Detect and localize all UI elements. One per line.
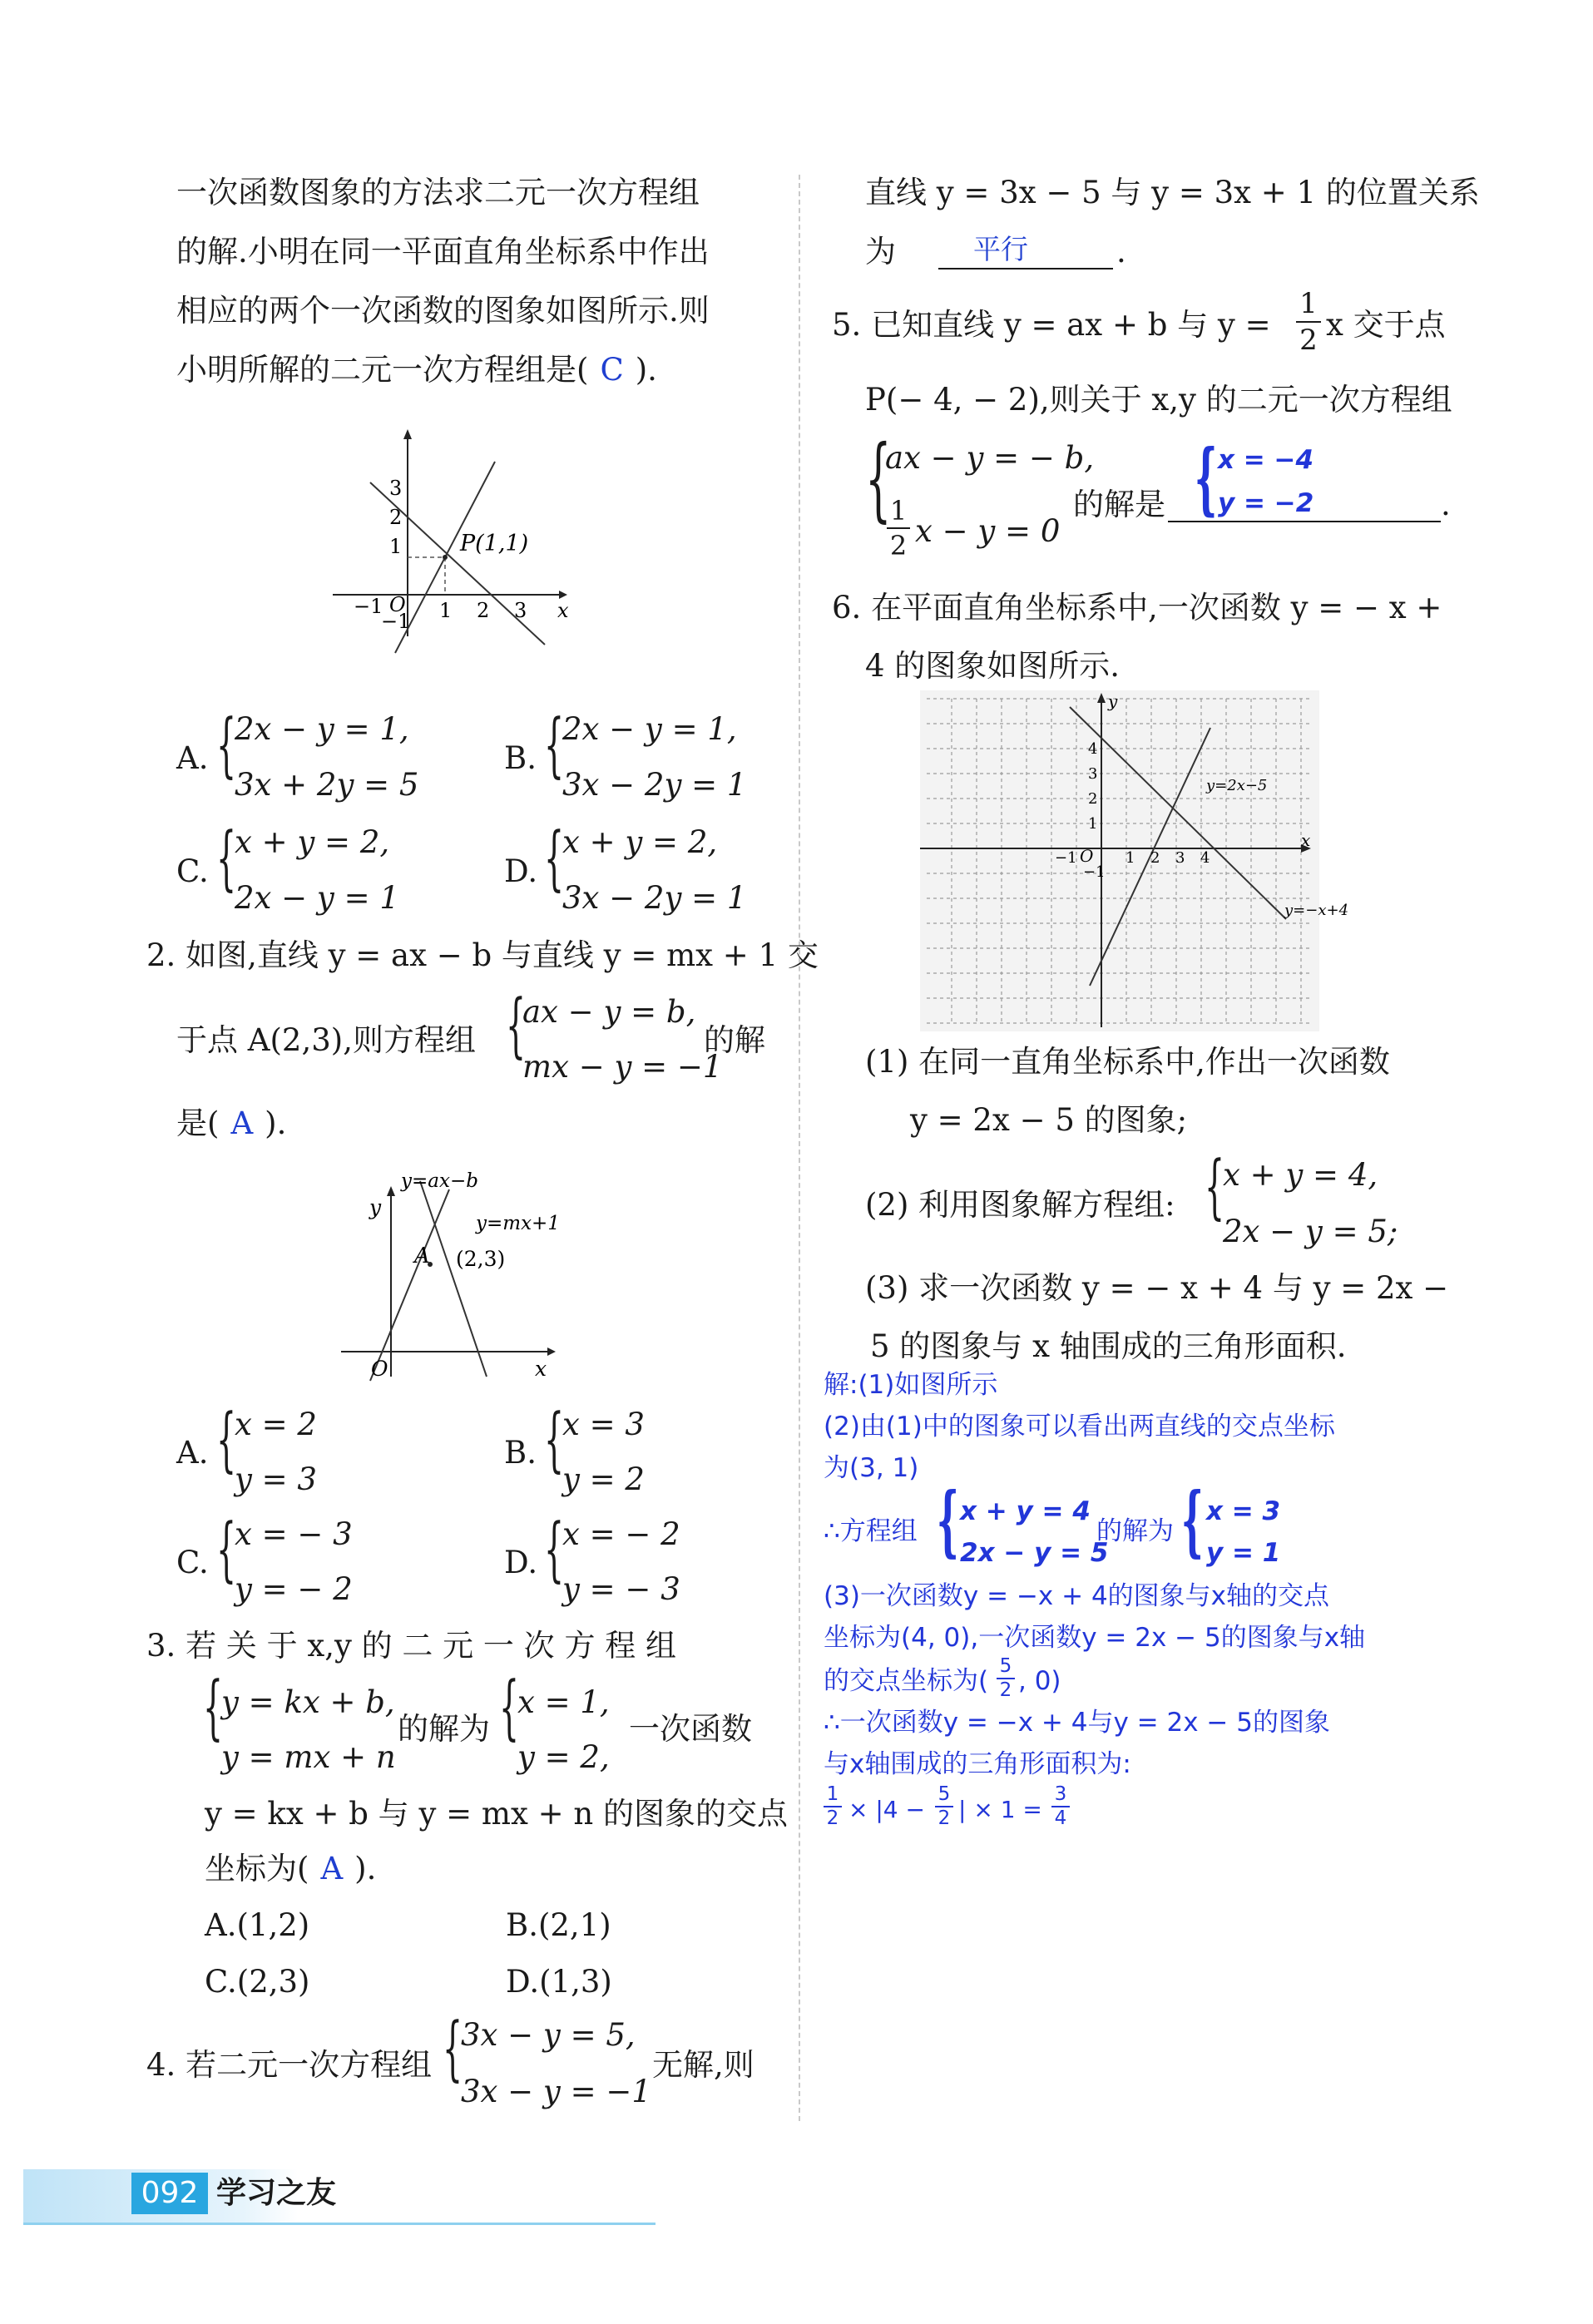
- q1-option-a-row1: 2x − y = 1,: [235, 711, 409, 747]
- solution-line2: (2)由(1)中的图象可以看出两直线的交点坐标: [824, 1412, 1335, 1441]
- q6-tick: 3: [1088, 765, 1098, 783]
- q6-graph: [920, 690, 1349, 1031]
- q1-tick: −1: [381, 610, 411, 633]
- q2-option-d-row2: y = − 3: [562, 1571, 680, 1607]
- q1-answer: C: [600, 352, 624, 388]
- brace-icon: {: [1205, 1145, 1225, 1227]
- brace-icon: {: [443, 2007, 463, 2089]
- brace-icon: {: [937, 1476, 959, 1565]
- q2-option-b-row1: x = 3: [562, 1407, 645, 1442]
- q3-option-a: A.(1,2): [205, 1907, 310, 1943]
- brace-icon: {: [216, 1398, 237, 1480]
- brace-icon: {: [544, 1508, 565, 1590]
- q2-line2-label: y=mx+1: [476, 1213, 560, 1234]
- q6-sub2-row1: x + y = 4,: [1223, 1157, 1378, 1193]
- solution-fraction: 5 2: [997, 1657, 1015, 1700]
- brace-icon: {: [499, 1666, 520, 1748]
- q6-line2-label: y=−x+4: [1284, 902, 1349, 919]
- q1-option-b-row1: 2x − y = 1,: [562, 711, 737, 747]
- q6-tick: 3: [1175, 849, 1185, 867]
- solution-line7b: , 0): [1018, 1666, 1061, 1696]
- solution-area-fraction: 5 2: [935, 1785, 953, 1828]
- q3-line3: y = kx + b 与 y = mx + n 的图象的交点: [205, 1796, 788, 1832]
- brace-icon: {: [216, 704, 237, 785]
- q5-line1: 5. 已知直线 y = ax + b 与 y =: [832, 307, 1271, 343]
- q4-cont-line2: 为: [865, 234, 896, 269]
- brace-icon: {: [544, 1398, 565, 1480]
- q1-option-d-row2: 3x − 2y = 1: [562, 880, 747, 916]
- q2-answer: A: [230, 1105, 254, 1141]
- q2-point-coord: (2,3): [456, 1247, 506, 1271]
- q6-sub1b: y = 2x − 5 的图象;: [910, 1102, 1188, 1138]
- solution-area-result: 3 4: [1051, 1785, 1070, 1828]
- brace-icon: {: [1195, 433, 1218, 524]
- q3-answer: A: [320, 1851, 344, 1886]
- q6-line1: 6. 在平面直角坐标系中,一次函数 y = − x +: [832, 590, 1442, 626]
- q2-option-a-row2: y = 3: [235, 1461, 317, 1497]
- q1-origin: O: [389, 593, 406, 616]
- column-divider: [799, 175, 800, 2121]
- q2-line3: 是( A ).: [176, 1105, 287, 1141]
- solution-area-fraction: 1 2: [824, 1785, 842, 1828]
- q3-tail: 一次函数: [629, 1711, 752, 1747]
- brace-icon: {: [203, 1666, 224, 1748]
- q2-line2-tail: 的解: [704, 1022, 765, 1058]
- q1-point-label: P(1,1): [460, 531, 529, 556]
- q2-option-d-row1: x = − 2: [562, 1516, 680, 1552]
- q2-system-row2: mx − y = −1: [522, 1049, 723, 1085]
- q1-graph: [324, 424, 582, 649]
- q3-option-b: B.(2,1): [506, 1907, 611, 1943]
- q2-option-b-label: B.: [504, 1435, 537, 1471]
- q1-option-a-row2: 3x + 2y = 5: [235, 767, 419, 803]
- q1-option-c-row1: x + y = 2,: [235, 824, 390, 860]
- solution-line7a: 的交点坐标为(: [824, 1666, 989, 1696]
- q2-option-c-row2: y = − 2: [235, 1571, 353, 1607]
- solution-line5: (3)一次函数y = −x + 4的图象与x轴的交点: [824, 1581, 1330, 1611]
- q2-option-c-label: C.: [176, 1545, 209, 1580]
- q6-tick: 2: [1088, 790, 1098, 808]
- q1-option-a-label: A.: [176, 740, 209, 776]
- q2-option-a-label: A.: [176, 1435, 209, 1471]
- solution-area-mid1: × |4 −: [848, 1796, 925, 1823]
- q6-sub2-row2: 2x − y = 5;: [1223, 1214, 1398, 1249]
- q5-system-row2: x − y = 0: [915, 513, 1061, 549]
- q2-point-a: A: [414, 1244, 430, 1268]
- solution-result-row2: y = 1: [1206, 1538, 1281, 1568]
- q1-tick: 3: [389, 477, 403, 500]
- q1-tick: 1: [389, 535, 403, 558]
- brace-icon: {: [216, 817, 237, 898]
- q6-sub3b: 5 的图象与 x 轴围成的三角形面积.: [870, 1328, 1347, 1364]
- q1-line4: 小明所解的二元一次方程组是( C ).: [176, 352, 657, 388]
- solution-line3: 为(3, 1): [824, 1453, 919, 1483]
- brace-icon: {: [865, 425, 892, 532]
- q3-system2-row2: y = 2,: [517, 1739, 610, 1775]
- q3-mid: 的解为: [398, 1711, 490, 1747]
- q6-tick: 2: [1150, 849, 1160, 867]
- q2-option-d-label: D.: [504, 1545, 538, 1580]
- solution-line6: 坐标为(4, 0),一次函数y = 2x − 5的图象与x轴: [824, 1623, 1366, 1653]
- q6-tick: −1: [1055, 849, 1077, 867]
- solution-system-row1: x + y = 4: [960, 1496, 1091, 1526]
- q5-line1-tail: x 交于点: [1326, 307, 1446, 343]
- q3-option-d: D.(1,3): [506, 1964, 612, 2000]
- q1-tick: 2: [389, 506, 403, 529]
- q5-line2: P(− 4, − 2),则关于 x,y 的二元一次方程组: [865, 382, 1452, 418]
- q6-y-label: y: [1108, 691, 1118, 711]
- q6-x-label: x: [1301, 830, 1311, 850]
- q2-option-b-row2: y = 2: [562, 1461, 645, 1497]
- q5-system-fraction: 1 2: [887, 497, 910, 559]
- solution-line8: ∴一次函数y = −x + 4与y = 2x − 5的图象: [824, 1708, 1330, 1738]
- q6-tick: 1: [1125, 849, 1135, 867]
- q5-mid: 的解是: [1073, 487, 1165, 522]
- footer-rule: [23, 2223, 656, 2225]
- q3-system1-row2: y = mx + n: [221, 1739, 396, 1775]
- q3-system2-row1: x = 1,: [517, 1684, 610, 1720]
- q4-pre: 4. 若二元一次方程组: [146, 2047, 433, 2083]
- q1-option-c-row2: 2x − y = 1: [235, 880, 399, 916]
- q1-x-label: x: [557, 599, 569, 622]
- q3-option-c: C.(2,3): [205, 1964, 310, 2000]
- q6-sub2: (2) 利用图象解方程组:: [865, 1187, 1175, 1223]
- q1-tick: 2: [477, 599, 490, 622]
- q1-line3: 相应的两个一次函数的图象如图所示.则: [176, 293, 710, 329]
- q6-line1-label: y=2x−5: [1206, 777, 1268, 794]
- q4-system-row2: 3x − y = −1: [461, 2074, 651, 2109]
- q1-tick: 1: [439, 599, 453, 622]
- q1-line1: 一次函数图象的方法求二元一次方程组: [176, 175, 700, 210]
- q6-line2: 4 的图象如图所示.: [865, 648, 1121, 684]
- brace-icon: {: [544, 817, 565, 898]
- q1-option-b-row2: 3x − 2y = 1: [562, 767, 747, 803]
- q1-line2: 的解.小明在同一平面直角坐标系中作出: [176, 234, 710, 269]
- q3-system1-row1: y = kx + b,: [221, 1684, 395, 1720]
- q2-line1-label: y=ax−b: [401, 1170, 478, 1192]
- q2-system-row1: ax − y = b,: [522, 994, 696, 1030]
- solution-result-row1: x = 3: [1206, 1496, 1281, 1526]
- q6-tick: −1: [1083, 863, 1106, 881]
- q5-fraction: 1 2: [1296, 289, 1321, 354]
- q1-option-b-label: B.: [504, 740, 537, 776]
- q2-option-c-row1: x = − 3: [235, 1516, 353, 1552]
- q4-answer: 平行: [973, 233, 1028, 265]
- q2-origin: O: [371, 1357, 388, 1381]
- q2-y-label: y: [369, 1195, 382, 1219]
- q6-tick: 1: [1088, 815, 1098, 833]
- q6-tick: 4: [1200, 849, 1210, 867]
- q5-end: .: [1441, 487, 1451, 522]
- q3-line4: 坐标为( A ).: [205, 1851, 377, 1886]
- q1-option-d-label: D.: [504, 853, 538, 889]
- q5-answer-row1: x = −4: [1218, 445, 1314, 475]
- q6-tick: 4: [1088, 740, 1098, 758]
- book-title: 学习之友: [216, 2176, 337, 2210]
- q1-option-c-label: C.: [176, 853, 209, 889]
- q6-sub3: (3) 求一次函数 y = − x + 4 与 y = 2x −: [865, 1270, 1449, 1306]
- solution-line4a: ∴方程组: [824, 1516, 918, 1546]
- solution-line1: 解:(1)如图所示: [824, 1370, 998, 1400]
- q4-cont-end: .: [1116, 234, 1126, 269]
- solution-area-mid2: | × 1 =: [958, 1796, 1042, 1823]
- q5-answer-row2: y = −2: [1218, 488, 1314, 518]
- q2-graph: [333, 1170, 566, 1389]
- q2-x-label: x: [535, 1357, 547, 1381]
- q4-cont-line1: 直线 y = 3x − 5 与 y = 3x + 1 的位置关系: [865, 175, 1480, 210]
- q4-post: 无解,则: [652, 2047, 754, 2083]
- q6-origin: O: [1080, 846, 1094, 866]
- q1-option-d-row1: x + y = 2,: [562, 824, 718, 860]
- brace-icon: {: [1181, 1476, 1204, 1565]
- q4-answer-blank: [938, 268, 1113, 269]
- solution-system-row2: 2x − y = 5: [960, 1538, 1109, 1568]
- solution-line9: 与x轴围成的三角形面积为:: [824, 1749, 1131, 1779]
- page-number: 092: [131, 2173, 208, 2214]
- q4-system-row1: 3x − y = 5,: [461, 2017, 636, 2053]
- q2-option-a-row1: x = 2: [235, 1407, 317, 1442]
- brace-icon: {: [544, 704, 565, 785]
- q3-line1: 3. 若 关 于 x,y 的 二 元 一 次 方 程 组: [146, 1628, 676, 1664]
- brace-icon: {: [216, 1508, 237, 1590]
- q2-line1: 2. 如图,直线 y = ax − b 与直线 y = mx + 1 交: [146, 937, 819, 973]
- brace-icon: {: [506, 984, 527, 1066]
- q1-tick: 3: [514, 599, 527, 622]
- q2-line2: 于点 A(2,3),则方程组: [176, 1022, 476, 1058]
- q5-system-row1: ax − y = − b,: [885, 440, 1095, 476]
- solution-line4b: 的解为: [1096, 1516, 1174, 1546]
- q6-sub1: (1) 在同一直角坐标系中,作出一次函数: [865, 1044, 1390, 1080]
- q1-tick: −1: [354, 595, 383, 618]
